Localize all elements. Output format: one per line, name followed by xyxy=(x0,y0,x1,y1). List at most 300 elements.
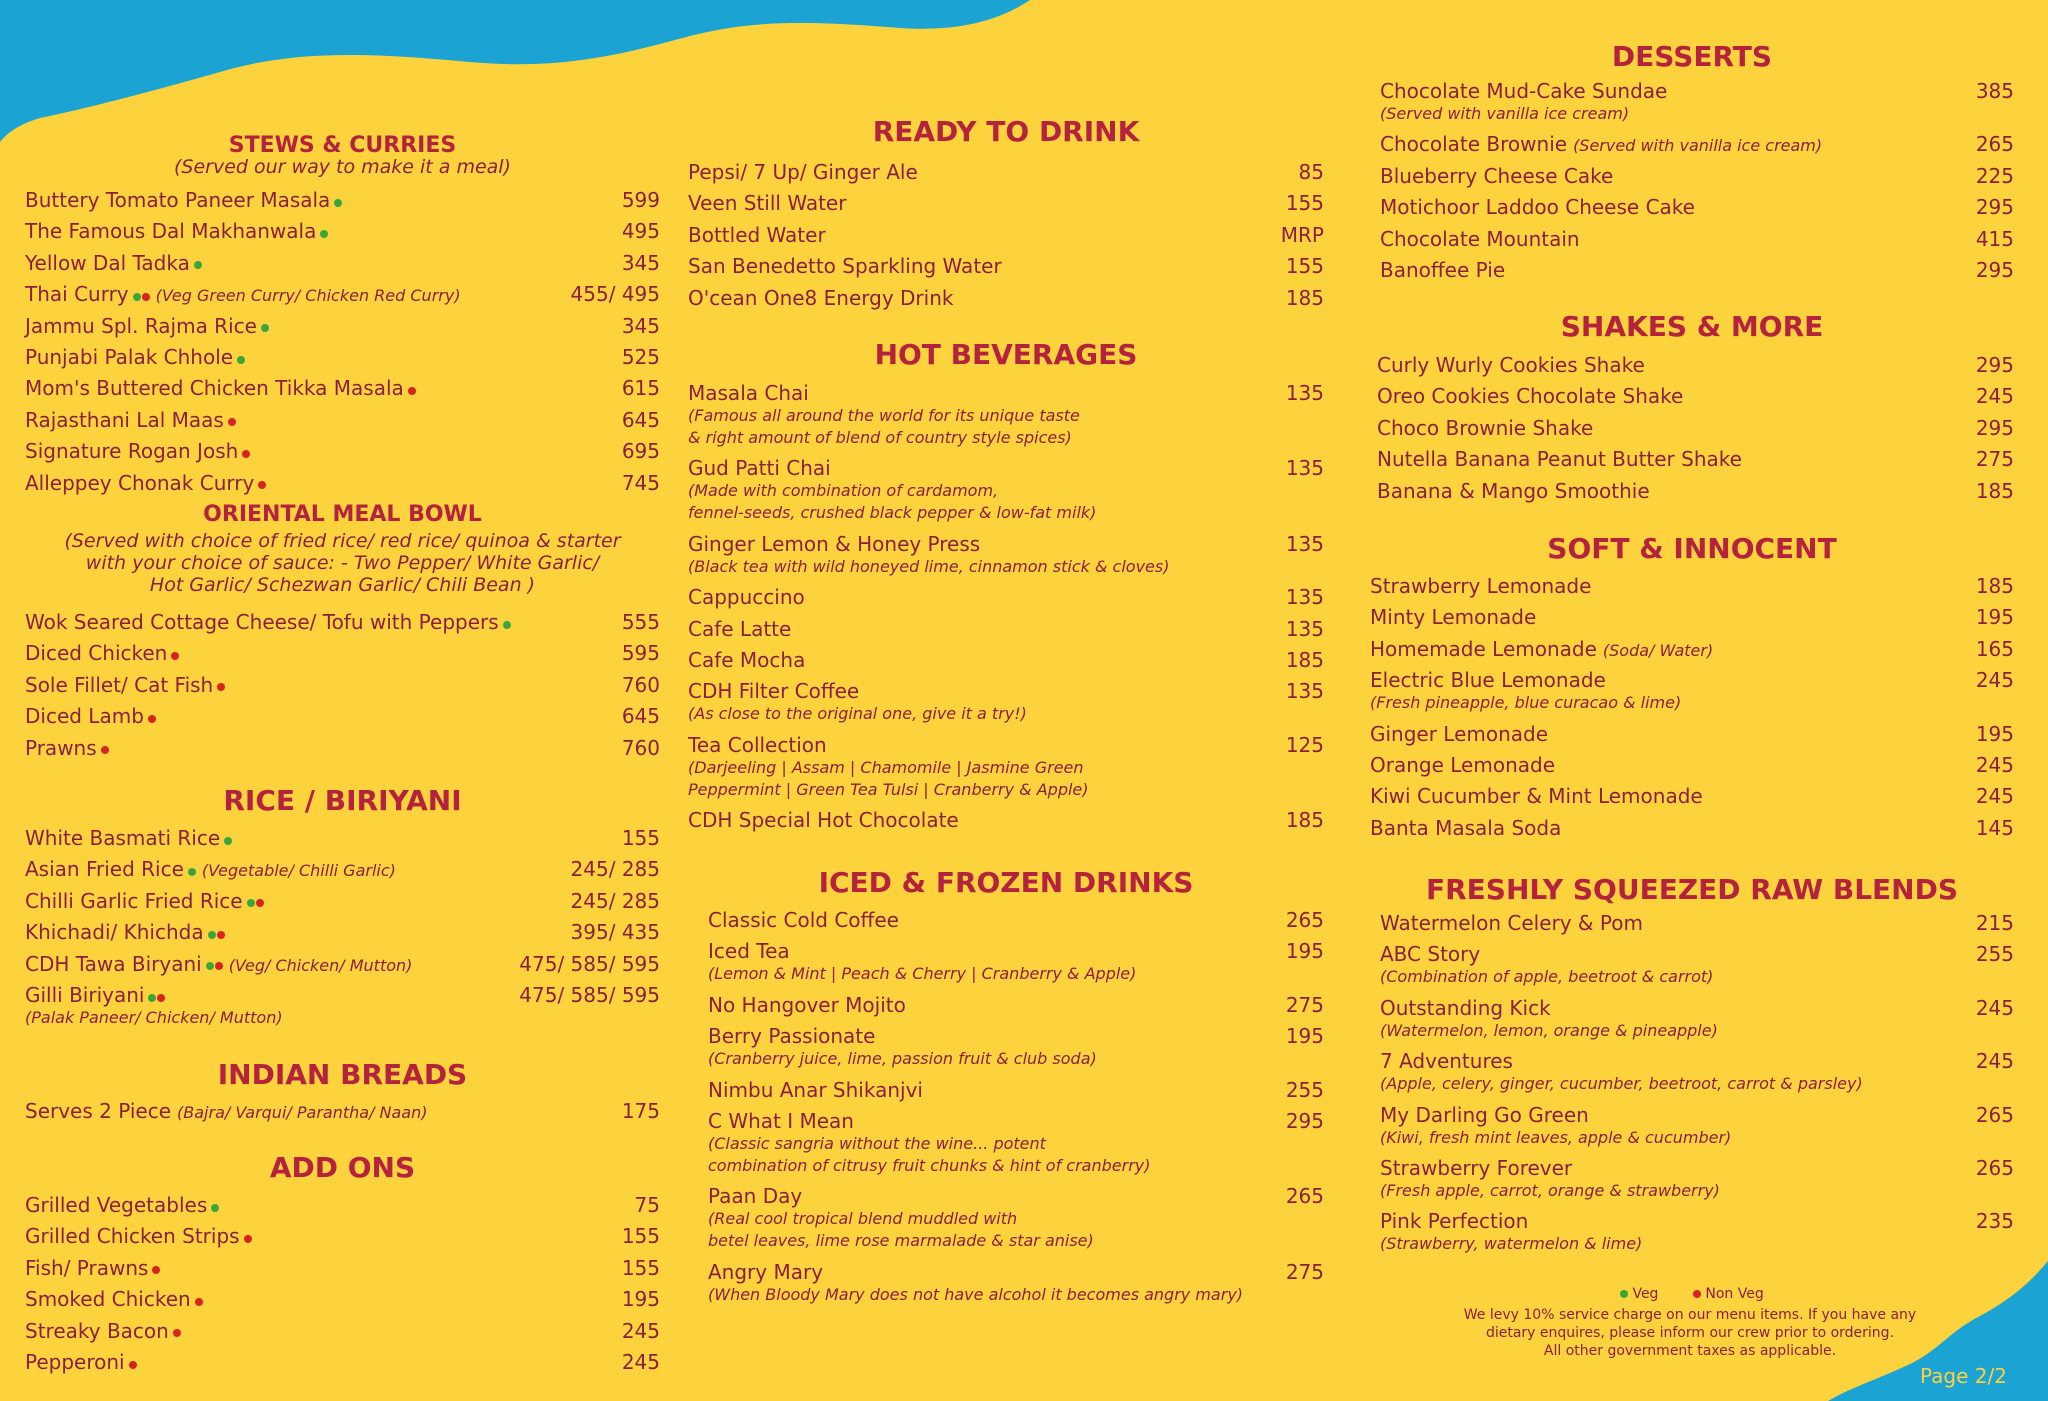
menu-item xyxy=(1370,668,2014,714)
section-subtitle: with your choice of sauce: - Two Pepper/ White Garlic/ xyxy=(85,552,600,574)
menu-item-price: 455/ 495 xyxy=(570,282,660,307)
menu-item xyxy=(688,456,1324,524)
menu-item xyxy=(708,1078,1324,1102)
menu-item-name: Berry Passionate xyxy=(708,1024,876,1049)
menu-item xyxy=(688,160,1324,184)
menu-item-name: O'cean One8 Energy Drink xyxy=(688,285,954,310)
non-veg-dot-icon xyxy=(129,1361,137,1369)
menu-item-name: Orange Lemonade xyxy=(1370,753,1555,777)
menu-item-price: 295 xyxy=(1975,353,2014,377)
menu-item-price: 135 xyxy=(1285,585,1324,610)
menu-item-name: Gilli Biriyani xyxy=(25,983,145,1007)
menu-item-name: Classic Cold Coffee xyxy=(708,908,899,932)
veg-dot-icon xyxy=(188,868,196,876)
section-title-soft-innocent: SOFT & INNOCENT xyxy=(1547,532,1837,565)
menu-item xyxy=(708,1260,1324,1306)
menu-item-name: Pink Perfection xyxy=(1380,1209,1529,1234)
veg-dot-icon xyxy=(133,293,141,301)
menu-item-price: 525 xyxy=(621,345,660,369)
menu-item-name: Diced Lamb xyxy=(25,704,144,729)
menu-item xyxy=(25,471,660,495)
menu-item-price: 245 xyxy=(621,1350,660,1374)
menu-item-name: San Benedetto Sparkling Water xyxy=(688,254,1002,279)
menu-item-price: 275 xyxy=(1285,992,1324,1017)
menu-item xyxy=(25,282,660,306)
menu-item xyxy=(688,254,1324,278)
menu-item xyxy=(1380,164,2014,188)
menu-item xyxy=(688,532,1324,578)
menu-item-price: 495 xyxy=(621,219,660,244)
menu-item-price: 745 xyxy=(621,470,660,495)
veg-dot-icon xyxy=(224,837,232,845)
menu-item-description: (Palak Paneer/ Chicken/ Mutton) xyxy=(25,1008,283,1027)
menu-item-name: Banta Masala Soda xyxy=(1370,815,1562,840)
menu-item xyxy=(1380,1049,2014,1095)
menu-item-name: Minty Lemonade xyxy=(1370,605,1537,630)
menu-item-name: Homemade Lemonade xyxy=(1370,636,1597,661)
menu-item-name: Banana & Mango Smoothie xyxy=(1377,478,1650,503)
menu-item-price: 265 xyxy=(1975,1102,2014,1127)
menu-item-price: 195 xyxy=(621,1287,660,1312)
menu-item-price: 155 xyxy=(1285,254,1324,279)
veg-dot-icon xyxy=(194,261,202,269)
menu-item-price: 225 xyxy=(1975,163,2014,188)
menu-item xyxy=(708,908,1324,932)
menu-item-price: 85 xyxy=(1298,160,1324,184)
menu-item-name: Blueberry Cheese Cake xyxy=(1380,163,1614,188)
menu-item-name: Cafe Latte xyxy=(688,616,792,641)
section-title-shakes-more: SHAKES & MORE xyxy=(1560,310,1824,343)
menu-item-price: 195 xyxy=(1975,721,2014,746)
menu-item-price: 75 xyxy=(634,1193,660,1217)
menu-item xyxy=(25,889,660,913)
menu-item xyxy=(1377,416,2014,440)
menu-item xyxy=(708,1024,1324,1070)
menu-item xyxy=(25,641,660,665)
menu-item-price: 295 xyxy=(1975,258,2014,282)
menu-item xyxy=(688,733,1324,801)
non-veg-dot-icon xyxy=(171,652,179,660)
menu-item xyxy=(1377,479,2014,503)
menu-item-description: (Fresh apple, carrot, orange & strawberry) xyxy=(1380,1181,1720,1200)
menu-item-name: Alleppey Chonak Curry xyxy=(25,470,255,495)
menu-item-name: Strawberry Forever xyxy=(1380,1156,1573,1180)
menu-item-price: MRP xyxy=(1280,222,1324,247)
menu-item-name: ABC Story xyxy=(1380,942,1481,967)
veg-dot-icon xyxy=(206,962,214,970)
menu-item xyxy=(1377,447,2014,471)
menu-item-price: 345 xyxy=(621,250,660,275)
menu-item-name: Grilled Chicken Strips xyxy=(25,1224,240,1249)
menu-item-name: Motichoor Laddoo Cheese Cake xyxy=(1380,195,1695,220)
menu-item-name: My Darling Go Green xyxy=(1380,1102,1589,1127)
menu-item-price: 195 xyxy=(1285,1024,1324,1049)
menu-item-name: Paan Day xyxy=(708,1184,803,1209)
menu-item-name: Smoked Chicken xyxy=(25,1287,191,1312)
menu-item-name: CDH Tawa Biryani xyxy=(25,951,202,976)
menu-item-price: 265 xyxy=(1975,132,2014,157)
menu-item-description: & right amount of blend of country style spices) xyxy=(688,428,1072,447)
menu-item-name: CDH Special Hot Chocolate xyxy=(688,808,959,833)
menu-item xyxy=(1380,1209,2014,1255)
menu-item-name: Asian Fried Rice xyxy=(25,857,184,882)
menu-item-name: Oreo Cookies Chocolate Shake xyxy=(1377,384,1684,409)
menu-item xyxy=(1380,1156,2014,1202)
menu-item-price: 245 xyxy=(1975,1049,2014,1074)
menu-item-note: (Served with vanilla ice cream) xyxy=(1573,136,1823,156)
menu-item xyxy=(708,1109,1324,1177)
menu-item-price: 135 xyxy=(1285,679,1324,704)
menu-item-name: White Basmati Rice xyxy=(25,826,221,850)
menu-item-price: 599 xyxy=(621,188,660,212)
menu-item-price: 395/ 435 xyxy=(570,920,660,945)
menu-item xyxy=(688,808,1324,832)
section-title-indian-breads: INDIAN BREADS xyxy=(217,1058,468,1091)
menu-item xyxy=(708,939,1324,985)
menu-item-price: 265 xyxy=(1285,1184,1324,1209)
menu-item-name: Fish/ Prawns xyxy=(25,1255,149,1280)
menu-item-name: Chocolate Mountain xyxy=(1380,226,1580,251)
menu-item-price: 695 xyxy=(621,439,660,464)
menu-item-description: (Watermelon, lemon, orange & pineapple) xyxy=(1380,1020,1718,1040)
menu-item xyxy=(1380,195,2014,219)
menu-item-price: 245/ 285 xyxy=(570,857,660,882)
menu-item-name: Chocolate Mud-Cake Sundae xyxy=(1380,79,1668,103)
menu-item xyxy=(1380,258,2014,282)
menu-item xyxy=(25,439,660,463)
non-veg-dot-icon xyxy=(152,1266,160,1274)
menu-item-price: 275 xyxy=(1975,447,2014,472)
menu-item-price: 245 xyxy=(1975,668,2014,693)
veg-dot-icon xyxy=(211,1204,219,1212)
menu-item-name: Ginger Lemon & Honey Press xyxy=(688,531,981,556)
menu-item-name: Nimbu Anar Shikanjvi xyxy=(708,1077,923,1102)
menu-item-price: 385 xyxy=(1975,79,2014,103)
menu-item xyxy=(25,345,660,369)
section-subtitle: (Served with choice of fried rice/ red rice/ quinoa & starter xyxy=(64,530,621,552)
menu-item-description: (Combination of apple, beetroot & carrot) xyxy=(1380,967,1714,987)
non-veg-dot-icon xyxy=(1693,1290,1701,1298)
diet-legend xyxy=(1616,1286,1764,1302)
menu-item-price: 615 xyxy=(621,376,660,401)
menu-item xyxy=(1370,816,2014,840)
menu-item-price: 255 xyxy=(1285,1077,1324,1102)
menu-item-price: 645 xyxy=(621,704,660,729)
menu-item xyxy=(25,1224,660,1248)
menu-item xyxy=(1380,227,2014,251)
menu-item-description: Peppermint | Green Tea Tulsi | Cranberry & Apple) xyxy=(688,779,1089,799)
menu-item-price: 475/ 585/ 595 xyxy=(519,951,660,976)
menu-item-name: Tea Collection xyxy=(688,732,827,757)
non-veg-dot-icon xyxy=(228,418,236,426)
menu-item xyxy=(1370,574,2014,598)
menu-item-price: 595 xyxy=(621,641,660,666)
menu-item-price: 135 xyxy=(1285,456,1324,481)
menu-item-price: 215 xyxy=(1975,911,2014,935)
veg-dot-icon xyxy=(247,899,255,907)
menu-item-note: (Soda/ Water) xyxy=(1602,640,1714,660)
menu-item xyxy=(25,251,660,275)
menu-item xyxy=(688,223,1324,247)
menu-item-name: Curly Wurly Cookies Shake xyxy=(1377,353,1645,377)
menu-item-name: Electric Blue Lemonade xyxy=(1370,668,1606,693)
menu-item-name: Signature Rogan Josh xyxy=(25,439,239,464)
menu-item-note: (Veg/ Chicken/ Mutton) xyxy=(228,955,413,975)
menu-item-price: 235 xyxy=(1975,1209,2014,1234)
menu-item-name: Pepperoni xyxy=(25,1350,125,1374)
menu-item xyxy=(1380,1103,2014,1149)
menu-item-name: Iced Tea xyxy=(708,939,790,964)
non-veg-dot-icon xyxy=(173,1329,181,1337)
menu-item xyxy=(1370,605,2014,629)
non-veg-dot-icon xyxy=(215,962,223,970)
menu-item-name: Khichadi/ Khichda xyxy=(25,920,204,945)
menu-item-price: 245 xyxy=(1975,784,2014,809)
menu-item-name: Choco Brownie Shake xyxy=(1377,415,1594,440)
menu-item-price: 760 xyxy=(621,735,660,760)
menu-item xyxy=(25,1256,660,1280)
menu-item-name: Masala Chai xyxy=(688,381,809,405)
menu-item-price: 195 xyxy=(1975,605,2014,630)
menu-item-name: Strawberry Lemonade xyxy=(1370,574,1592,598)
menu-item-price: 245/ 285 xyxy=(570,888,660,913)
menu-item-name: Sole Fillet/ Cat Fish xyxy=(25,672,214,697)
menu-item-name: Kiwi Cucumber & Mint Lemonade xyxy=(1370,784,1703,809)
menu-item xyxy=(1380,996,2014,1042)
menu-item-name: Angry Mary xyxy=(708,1259,824,1284)
menu-item-price: 265 xyxy=(1975,1156,2014,1180)
menu-item xyxy=(25,952,660,976)
menu-item-name: Thai Curry xyxy=(25,282,129,307)
menu-item-name: Yellow Dal Tadka xyxy=(25,250,190,275)
menu-item-name: Nutella Banana Peanut Butter Shake xyxy=(1377,447,1742,472)
menu-item-price: 345 xyxy=(621,313,660,338)
section-title-oriental-meal-bowl: ORIENTAL MEAL BOWL xyxy=(203,502,482,527)
veg-dot-icon xyxy=(334,199,342,207)
menu-item-price: 275 xyxy=(1285,1259,1324,1284)
menu-item-description: fennel-seeds, crushed black pepper & low-fat milk) xyxy=(688,503,1097,523)
menu-item xyxy=(688,191,1324,215)
menu-item-name: Serves 2 Piece xyxy=(25,1099,172,1123)
menu-item-note: (Vegetable/ Chilli Garlic) xyxy=(201,861,396,881)
menu-item xyxy=(25,188,660,212)
menu-item-price: 185 xyxy=(1285,648,1324,672)
menu-item xyxy=(1380,911,2014,935)
menu-item-price: 125 xyxy=(1285,732,1324,757)
non-veg-dot-icon xyxy=(217,931,225,939)
menu-item-name: Bottled Water xyxy=(688,222,826,247)
menu-item-description: (Made with combination of cardamom, xyxy=(688,481,999,501)
menu-item-price: 245 xyxy=(621,1318,660,1343)
menu-item xyxy=(1370,722,2014,746)
section-title-desserts: DESSERTS xyxy=(1611,40,1773,73)
menu-item-description: (Kiwi, fresh mint leaves, apple & cucumber) xyxy=(1380,1127,1732,1147)
menu-item-price: 185 xyxy=(1975,574,2014,598)
menu-item-note: (Veg Green Curry/ Chicken Red Curry) xyxy=(155,286,461,306)
non-veg-dot-icon xyxy=(256,899,264,907)
menu-item-price: 195 xyxy=(1285,939,1324,964)
menu-item xyxy=(25,704,660,728)
menu-item-name: Cappuccino xyxy=(688,585,805,610)
menu-item xyxy=(1377,353,2014,377)
non-veg-dot-icon xyxy=(217,683,225,691)
menu-item xyxy=(1380,79,2014,125)
menu-item-name: Pepsi/ 7 Up/ Ginger Ale xyxy=(688,160,918,184)
menu-item-name: Rajasthani Lal Maas xyxy=(25,407,224,432)
non-veg-dot-icon xyxy=(142,293,150,301)
menu-item-description: (Black tea with wild honeyed lime, cinnamon stick & cloves) xyxy=(688,556,1170,576)
menu-item xyxy=(25,673,660,697)
section-title-rice-biriyani: RICE / BIRIYANI xyxy=(223,784,462,817)
section-title-add-ons: ADD ONS xyxy=(269,1151,416,1184)
menu-item-price: 255 xyxy=(1975,942,2014,967)
menu-item xyxy=(25,610,660,634)
menu-item xyxy=(688,648,1324,672)
menu-item-price: 555 xyxy=(621,610,660,634)
menu-item-price: 475/ 585/ 595 xyxy=(519,983,660,1007)
menu-item-description: combination of citrusy fruit chunks & hint of cranberry) xyxy=(708,1156,1151,1175)
menu-item xyxy=(688,585,1324,609)
menu-item xyxy=(1370,637,2014,661)
non-veg-dot-icon xyxy=(148,715,156,723)
non-veg-dot-icon xyxy=(195,1298,203,1306)
section-title-freshly-squeezed-raw-blends: FRESHLY SQUEEZED RAW BLENDS xyxy=(1425,873,1959,906)
menu-item-price: 645 xyxy=(621,407,660,432)
menu-item xyxy=(688,381,1324,449)
menu-item xyxy=(25,1319,660,1343)
menu-item-name: Grilled Vegetables xyxy=(25,1193,208,1217)
non-veg-dot-icon xyxy=(408,387,416,395)
menu-item-description: (When Bloody Mary does not have alcohol it becomes angry mary) xyxy=(708,1284,1244,1304)
menu-item xyxy=(25,826,660,850)
veg-dot-icon xyxy=(261,324,269,332)
menu-item xyxy=(25,736,660,760)
menu-item-name: Diced Chicken xyxy=(25,641,168,666)
menu-item-name: Prawns xyxy=(25,735,97,760)
menu-item xyxy=(25,1350,660,1374)
menu-item-description: (Served with vanilla ice cream) xyxy=(1380,104,1630,123)
service-charge-note xyxy=(1400,1306,1980,1360)
legend-non-veg-label: Non Veg xyxy=(1705,1286,1764,1302)
menu-item-price: 185 xyxy=(1975,478,2014,503)
menu-item xyxy=(688,617,1324,641)
menu-item-price: 295 xyxy=(1975,415,2014,440)
menu-item xyxy=(25,983,660,1029)
non-veg-dot-icon xyxy=(157,994,165,1002)
menu-item xyxy=(25,1287,660,1311)
menu-item-price: 135 xyxy=(1285,531,1324,556)
legend-veg-label: Veg xyxy=(1632,1286,1659,1302)
menu-item xyxy=(25,857,660,881)
menu-item-note: (Bajra/ Varqui/ Parantha/ Naan) xyxy=(177,1103,428,1122)
menu-item-name: Gud Patti Chai xyxy=(688,456,831,481)
menu-item-name: CDH Filter Coffee xyxy=(688,679,860,704)
menu-item-price: 245 xyxy=(1975,384,2014,409)
non-veg-dot-icon xyxy=(258,481,266,489)
menu-item-price: 145 xyxy=(1975,815,2014,840)
veg-dot-icon xyxy=(148,994,156,1002)
footnote-line: All other government taxes as applicable. xyxy=(1543,1343,1837,1359)
menu-item xyxy=(708,1184,1324,1252)
menu-item-description: (Real cool tropical blend muddled with xyxy=(708,1209,1018,1229)
menu-item-description: (Apple, celery, ginger, cucumber, beetroot, carrot & parsley) xyxy=(1380,1074,1863,1094)
menu-item-name: Punjabi Palak Chhole xyxy=(25,345,234,369)
menu-item-price: 155 xyxy=(621,1255,660,1280)
section-title-stews-curries: STEWS & CURRIES xyxy=(228,133,457,158)
menu-item xyxy=(688,679,1324,725)
menu-item xyxy=(708,993,1324,1017)
menu-item-price: 295 xyxy=(1285,1109,1324,1133)
menu-item-name: Streaky Bacon xyxy=(25,1318,169,1343)
menu-item-description: (Cranberry juice, lime, passion fruit & club soda) xyxy=(708,1049,1097,1069)
footnote-line: We levy 10% service charge on our menu items. If you have any xyxy=(1463,1307,1917,1323)
menu-item-price: 155 xyxy=(621,1224,660,1249)
menu-item-name: Jammu Spl. Rajma Rice xyxy=(25,313,257,338)
menu-item-name: Wok Seared Cottage Cheese/ Tofu with Peppers xyxy=(25,610,499,634)
menu-item-name: Cafe Mocha xyxy=(688,648,806,672)
menu-item-price: 165 xyxy=(1975,636,2014,661)
menu-item-name: Veen Still Water xyxy=(688,191,847,216)
menu-item-price: 155 xyxy=(1285,191,1324,216)
menu-item-description: (Fresh pineapple, blue curacao & lime) xyxy=(1370,693,1682,713)
non-veg-dot-icon xyxy=(244,1235,252,1243)
menu-item-price: 245 xyxy=(1975,753,2014,777)
menu-item-name: Buttery Tomato Paneer Masala xyxy=(25,188,331,212)
menu-item-name: No Hangover Mojito xyxy=(708,992,906,1017)
menu-item-description: (Darjeeling | Assam | Chamomile | Jasmine Green xyxy=(688,757,1084,777)
page-number: Page 2/2 xyxy=(1920,1364,2007,1388)
menu-item xyxy=(25,408,660,432)
menu-item-price: 760 xyxy=(621,672,660,697)
menu-item-name: C What I Mean xyxy=(708,1109,854,1133)
menu-item-description: (As close to the original one, give it a try!) xyxy=(688,704,1027,724)
section-title-iced-frozen-drinks: ICED & FROZEN DRINKS xyxy=(818,866,1194,899)
menu-item-name: 7 Adventures xyxy=(1380,1049,1513,1074)
menu-item-name: Watermelon Celery & Pom xyxy=(1380,911,1643,935)
menu-item xyxy=(25,1099,660,1123)
menu-item-price: 295 xyxy=(1975,195,2014,220)
veg-dot-icon xyxy=(503,621,511,629)
menu-item xyxy=(1370,753,2014,777)
menu-item-name: Outstanding Kick xyxy=(1380,995,1551,1020)
veg-dot-icon xyxy=(1620,1290,1628,1298)
menu-item-description: (Strawberry, watermelon & lime) xyxy=(1380,1234,1643,1254)
section-subtitle: Hot Garlic/ Schezwan Garlic/ Chili Bean ) xyxy=(149,574,536,596)
menu-item xyxy=(688,286,1324,310)
menu-item xyxy=(1380,132,2014,156)
menu-item xyxy=(1377,384,2014,408)
menu-item-price: 245 xyxy=(1975,995,2014,1020)
menu-item-price: 155 xyxy=(621,826,660,850)
non-veg-dot-icon xyxy=(101,746,109,754)
menu-item-description: (Classic sangria without the wine... potent xyxy=(708,1134,1046,1153)
menu-item-price: 415 xyxy=(1975,226,2014,251)
menu-item-description: (Lemon & Mint | Peach & Cherry | Cranberry & Apple) xyxy=(708,964,1137,984)
menu-item xyxy=(25,920,660,944)
menu-item-name: Ginger Lemonade xyxy=(1370,721,1549,746)
menu-item-name: Mom's Buttered Chicken Tikka Masala xyxy=(25,376,404,401)
menu-item-price: 265 xyxy=(1285,908,1324,932)
section-subtitle: (Served our way to make it a meal) xyxy=(174,156,511,178)
menu-item-price: 135 xyxy=(1285,616,1324,641)
menu-item xyxy=(1380,942,2014,988)
section-title-hot-beverages: HOT BEVERAGES xyxy=(874,338,1138,371)
menu-item-price: 175 xyxy=(621,1099,660,1123)
section-title-ready-to-drink: READY TO DRINK xyxy=(872,115,1140,148)
veg-dot-icon xyxy=(237,356,245,364)
veg-dot-icon xyxy=(320,230,328,238)
menu-item-name: Chilli Garlic Fried Rice xyxy=(25,888,243,913)
